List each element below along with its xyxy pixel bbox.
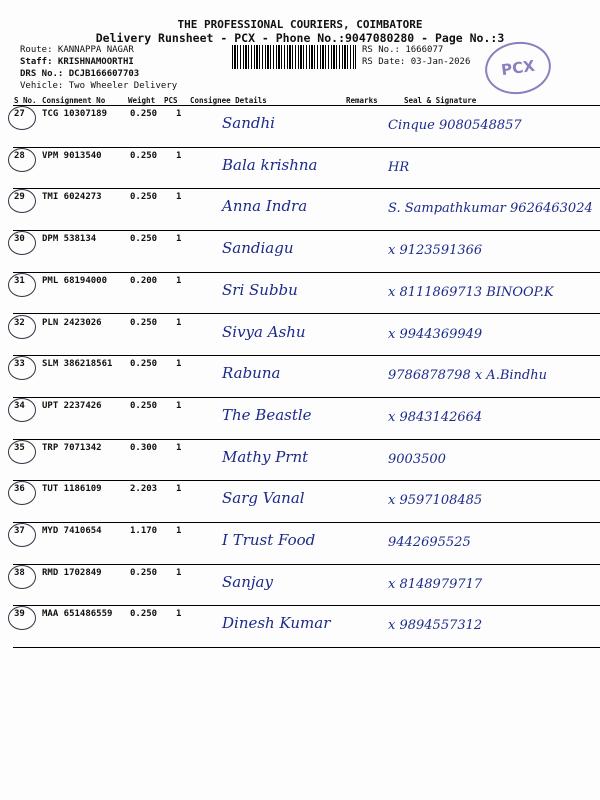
row-divider <box>13 647 600 648</box>
table-row <box>0 481 600 523</box>
row-consignment: TCG 10307189 <box>42 109 108 119</box>
consignee-name: Sanjay <box>222 572 273 591</box>
consignee-name: The Beastle <box>222 405 312 424</box>
row-weight: 0.200 <box>130 275 158 286</box>
col-pcs: PCS <box>164 96 178 105</box>
table-row <box>0 315 600 357</box>
row-consignment: VPM 9013540 <box>42 150 102 161</box>
signature: HR <box>388 159 410 175</box>
consignee-name: Anna Indra <box>222 197 308 216</box>
table-row <box>0 440 600 482</box>
row-weight: 0.250 <box>130 317 158 328</box>
table-row <box>0 273 600 315</box>
row-pcs: 1 <box>176 109 182 119</box>
pcx-stamp: PCX <box>482 38 555 99</box>
page-title: THE PROFESSIONAL COURIERS, COIMBATORE <box>177 18 423 31</box>
row-sno: 28 <box>14 150 25 161</box>
table-row <box>0 565 600 607</box>
consignee-name: Sandiagu <box>222 239 294 258</box>
consignee-name: Sivya Ashu <box>222 322 306 341</box>
row-weight: 0.250 <box>130 567 158 578</box>
signature: x 9843142664 <box>388 409 483 425</box>
signature: Cinque 9080548857 <box>388 118 522 133</box>
col-consignment: Consignment No <box>42 96 106 105</box>
consignee-name: Dinesh Kumar <box>222 614 331 633</box>
signature: 9442695525 <box>388 535 471 550</box>
consignee-name: Sandhi <box>222 114 275 132</box>
row-pcs: 1 <box>176 567 182 578</box>
row-pcs: 1 <box>176 484 182 495</box>
row-weight: 0.250 <box>130 234 158 245</box>
signature: x 8148979717 <box>388 576 483 592</box>
row-weight: 0.250 <box>130 400 158 411</box>
row-pcs: 1 <box>176 234 182 245</box>
row-sno: 31 <box>14 275 25 286</box>
row-consignment: SLM 386218561 <box>42 359 113 370</box>
row-consignment: TRP 7071342 <box>42 442 102 453</box>
barcode <box>232 45 356 69</box>
signature: x 9597108485 <box>388 493 483 509</box>
col-details: Consignee Details <box>190 96 267 105</box>
row-pcs: 1 <box>176 442 182 453</box>
row-pcs: 1 <box>176 192 182 203</box>
row-sno: 38 <box>14 567 25 578</box>
table-row <box>0 356 600 398</box>
consignee-name: Mathy Prnt <box>222 447 309 466</box>
row-consignment: TMI 6024273 <box>42 192 102 203</box>
row-consignment: PLN 2423026 <box>42 317 102 328</box>
row-consignment: MAA 651486559 <box>42 609 113 620</box>
row-sno: 36 <box>14 484 25 495</box>
consignee-name: Bala krishna <box>222 155 318 174</box>
row-pcs: 1 <box>176 526 182 536</box>
row-sno: 29 <box>14 192 25 203</box>
row-pcs: 1 <box>176 359 182 370</box>
rs-date: RS Date: 03-Jan-2026 <box>362 57 471 67</box>
row-consignment: TUT 1186109 <box>42 484 102 495</box>
consignee-name: Sri Subbu <box>222 280 298 299</box>
row-weight: 1.170 <box>130 526 158 536</box>
row-pcs: 1 <box>176 150 182 161</box>
col-remarks: Remarks <box>346 96 378 105</box>
row-sno: 30 <box>14 234 25 245</box>
drs-label: DRS No.: DCJB166607703 <box>20 69 140 79</box>
row-weight: 0.250 <box>130 192 158 203</box>
table-row <box>0 106 600 148</box>
row-weight: 0.300 <box>130 442 158 453</box>
consignee-name: Rabuna <box>222 364 281 383</box>
row-consignment: RMD 1702849 <box>42 567 102 578</box>
table-row <box>0 606 600 648</box>
row-sno: 27 <box>14 109 25 119</box>
row-weight: 0.250 <box>130 609 158 620</box>
signature: x 9944369949 <box>388 326 483 342</box>
row-pcs: 1 <box>176 275 182 286</box>
row-consignment: UPT 2237426 <box>42 400 102 411</box>
rs-number: RS No.: 1666077 <box>362 45 444 55</box>
table-row <box>0 523 600 565</box>
signature: x 9894557312 <box>388 618 483 634</box>
row-sno: 33 <box>14 359 25 370</box>
route-label: Route: KANNAPPA NAGAR <box>20 45 134 55</box>
row-pcs: 1 <box>176 317 182 328</box>
row-consignment: MYD 7410654 <box>42 526 102 536</box>
row-weight: 0.250 <box>130 109 158 119</box>
signature: S. Sampathkumar 9626463024 <box>388 201 593 217</box>
col-sno: S No. <box>14 96 37 105</box>
page-subtitle: Delivery Runsheet - PCX - Phone No.:9047080280 - Page No.:3 <box>95 31 505 45</box>
signature: 9003500 <box>388 451 446 467</box>
consignee-name: Sarg Vanal <box>222 489 305 508</box>
row-weight: 2.203 <box>130 484 158 495</box>
table-row <box>0 398 600 440</box>
row-consignment: PML 68194000 <box>42 275 108 286</box>
row-sno: 34 <box>14 400 25 411</box>
staff-label: Staff: KRISHNAMOORTHI <box>20 57 134 67</box>
row-weight: 0.250 <box>130 359 158 370</box>
row-sno: 32 <box>14 317 25 328</box>
row-sno: 37 <box>14 526 25 536</box>
signature: 9786878798 x A.Bindhu <box>388 368 547 384</box>
row-pcs: 1 <box>176 609 182 620</box>
row-sno: 39 <box>14 609 25 620</box>
consignee-name: I Trust Food <box>222 531 316 549</box>
signature: x 9123591366 <box>388 243 483 259</box>
row-pcs: 1 <box>176 400 182 411</box>
signature: x 8111869713 BINOOP.K <box>388 284 554 300</box>
row-sno: 35 <box>14 442 25 453</box>
table-row <box>0 231 600 273</box>
vehicle-label: Vehicle: Two Wheeler Delivery <box>20 81 178 91</box>
row-weight: 0.250 <box>130 150 158 161</box>
row-consignment: DPM 538134 <box>42 234 97 245</box>
col-seal: Seal & Signature <box>404 96 477 105</box>
table-row <box>0 148 600 190</box>
col-weight: Weight <box>128 96 156 105</box>
table-row <box>0 189 600 231</box>
